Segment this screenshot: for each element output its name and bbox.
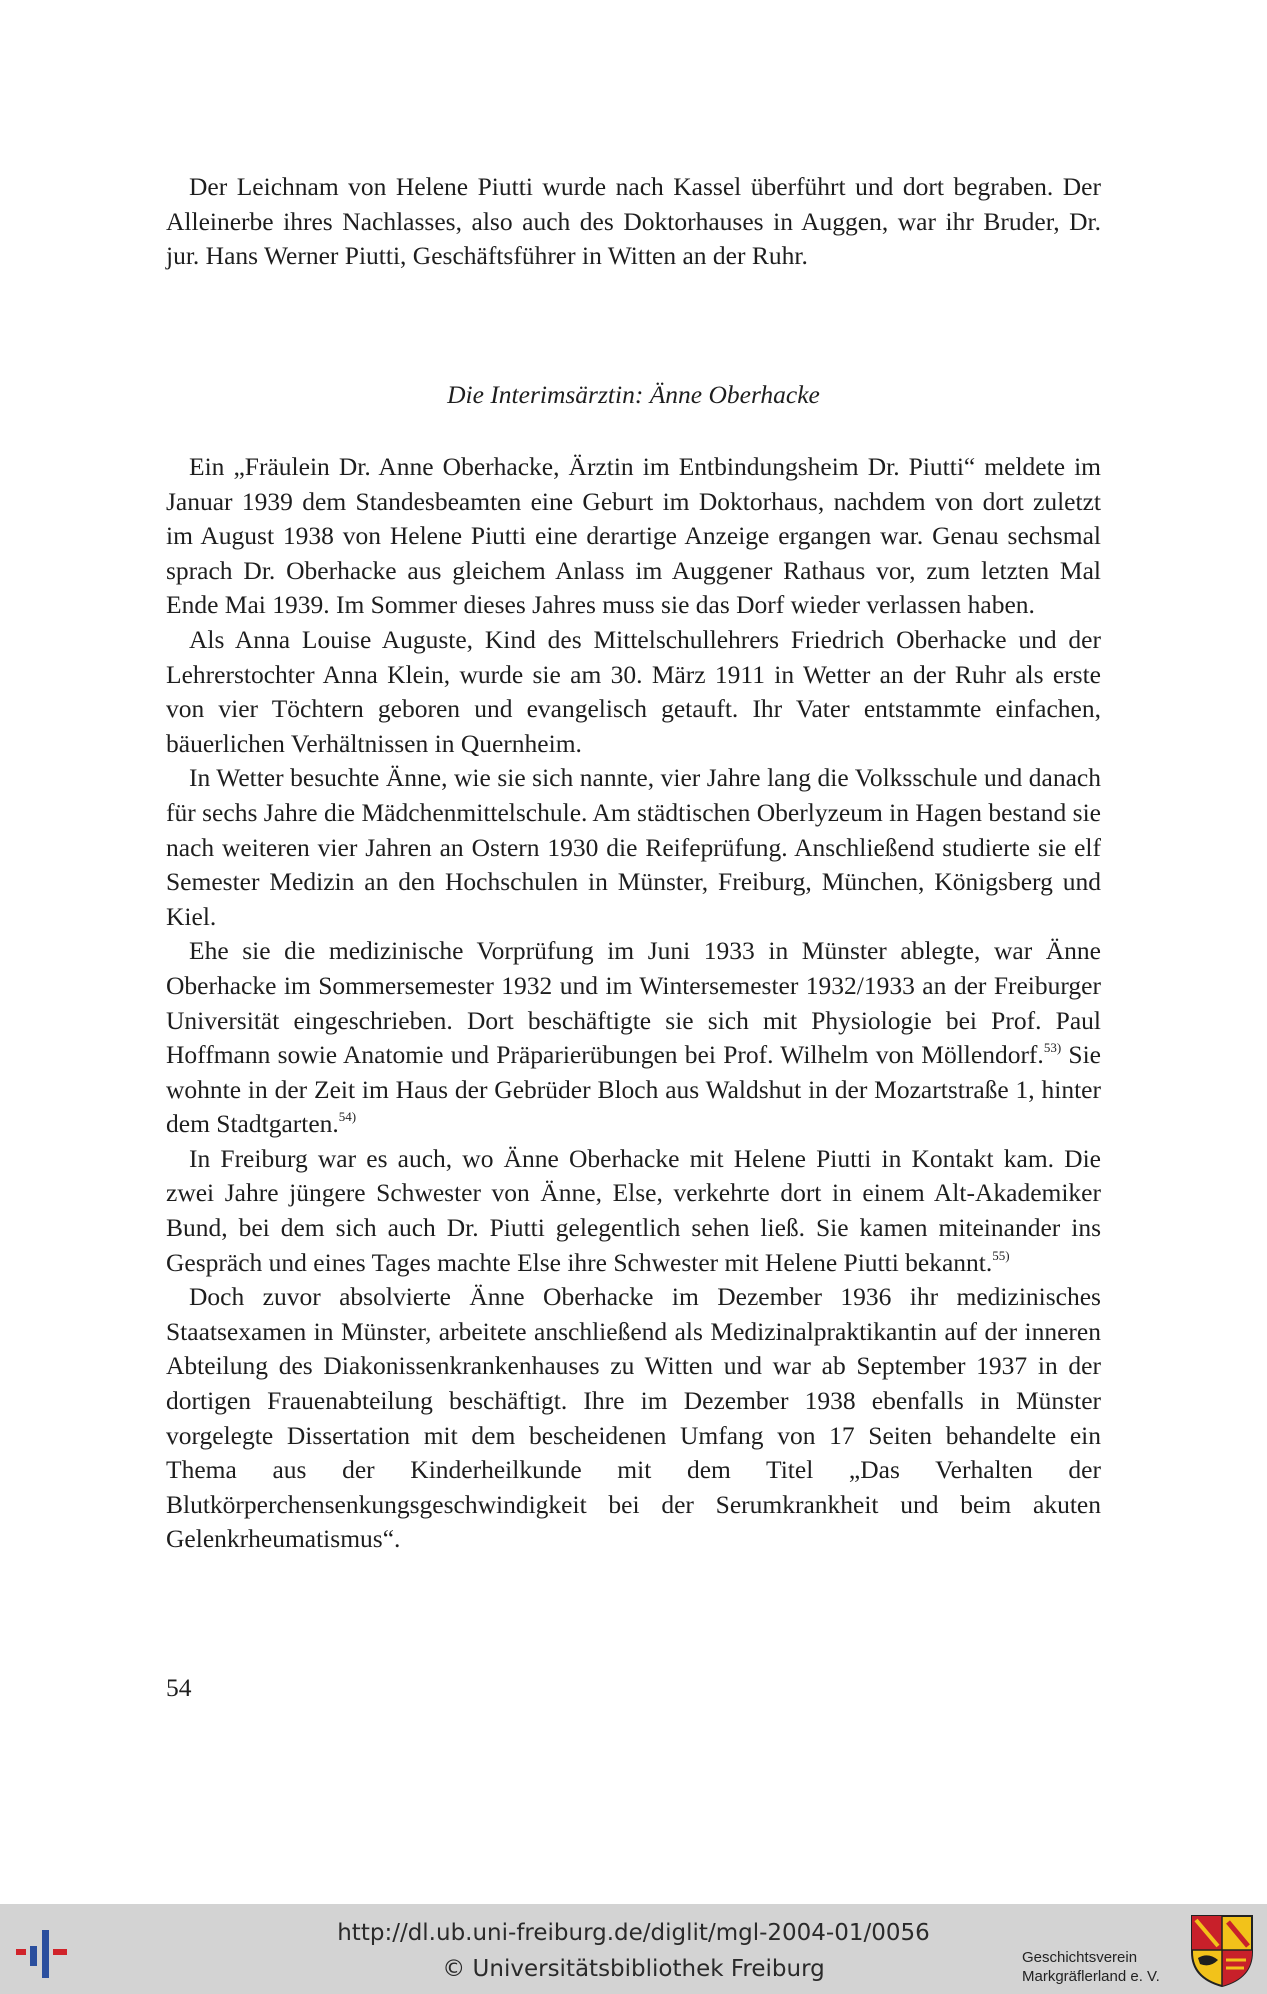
footnote-ref-53: 53) xyxy=(1043,1040,1062,1056)
footnote-ref-54: 54) xyxy=(338,1109,357,1125)
society-name xyxy=(1022,1948,1160,1986)
paragraph-2: Als Anna Louise Auguste, Kind des Mittelschullehrers Friedrich Oberhacke und der Lehrerstochter Anna Klein, wurde sie am 30. März 1911 in Wetter an der Ruhr als erste von vier Töchtern geboren und evangelisch getauft. Ihr Vater entstammte einfachen, bäuerlichen Verhältnissen in Quernheim. xyxy=(166,624,1101,758)
paragraph-3: In Wetter besuchte Änne, wie sie sich nannte, vier Jahre lang die Volksschule und danach für sechs Jahre die Mädchenmittelschule. Am städtischen Oberlyzeum in Hagen bestand sie nach weiteren vier Jahren an Ostern 1930 die Reifeprüfung. Anschließend studierte sie elf Semester Medizin an den Hochschulen in Münster, Freiburg, München, Königsberg und Kiel. xyxy=(166,763,1101,931)
society-name-line-1: Geschichtsverein xyxy=(1022,1949,1138,1966)
page-number: 54 xyxy=(166,1673,192,1702)
paragraph-4-part-b: Sie wohnte in der Zeit im Haus der Gebrüder Bloch aus Waldshut in der Mozartstraße 1, hinter dem Stadtgarten. xyxy=(166,1040,1102,1139)
footer-copyright: © Universitätsbibliothek Freiburg xyxy=(442,1956,825,1982)
intro-paragraph-block xyxy=(166,170,1101,274)
intro-paragraph: Der Leichnam von Helene Piutti wurde nach Kassel überführt und dort begraben. Der Alleinerbe ihres Nachlasses, also auch des Doktorhauses in Auggen, war ihr Bruder, Dr. jur. Hans Werner Piutti, Geschäftsführer in Witten an der Ruhr. xyxy=(166,172,1101,271)
footnote-ref-55: 55) xyxy=(992,1247,1010,1263)
body-text xyxy=(166,450,1101,1557)
society-name-line-2: Markgräflerland e. V. xyxy=(1022,1968,1160,1985)
paragraph-6: Doch zuvor absolvierte Änne Oberhacke im Dezember 1936 ihr medizinisches Staatsexamen in Münster, arbeitete anschließend als Medizinalpraktikantin auf der inneren Abteilung des Diakonissenkrankenhauses zu Witten und war ab September 1937 in der dortigen Frauenabteilung beschäftigt. Ihre im Dezember 1938 ebenfalls in Münster vorgelegte Dissertation mit dem bescheidenen Umfang von 17 Seiten behandelte ein Thema aus der Kinderheilkunde mit dem Titel „Das Verhalten der Blutkörperchensenkungsgeschwindigkeit bei der Serumkrankheit und beim akuten Gelenkrheumatismus“. xyxy=(166,1282,1101,1554)
paragraph-4-part-a: Ehe sie die medizinische Vorprüfung im Juni 1933 in Münster ablegte, war Änne Oberhacke im Sommersemester 1932 und im Wintersemester 1932/1933 an der Freiburger Universität eingeschrieben. Dort beschäftigte sie sich mit Physiologie bei Prof. Paul Hoffmann sowie Anatomie und Präparierübungen bei Prof. Wilhelm von Möllendorf. xyxy=(166,936,1101,1070)
paragraph-5-text: In Freiburg war es auch, wo Änne Oberhacke mit Helene Piutti in Kontakt kam. Die zwei Jahre jüngere Schwester von Änne, Else, verkehrte dort in einem Alt-Akademiker Bund, bei dem sich auch Dr. Piutti gelegentlich sehen ließ. Sie kamen miteinander ins Gespräch und eines Tages machte Else ihre Schwester mit Helene Piutti bekannt. xyxy=(166,1143,1101,1277)
paragraph-4 xyxy=(166,934,1101,1142)
coat-of-arms-icon[interactable] xyxy=(1188,1912,1256,1988)
section-heading: Die Interimsärztin: Änne Oberhacke xyxy=(447,380,820,409)
paragraph-5 xyxy=(166,1142,1101,1280)
footer-url-link[interactable]: http://dl.ub.uni-freiburg.de/diglit/mgl-2004-01/0056 xyxy=(337,1920,930,1946)
paragraph-1: Ein „Fräulein Dr. Anne Oberhacke, Ärztin im Entbindungsheim Dr. Piutti“ meldete im Januar 1939 dem Standesbeamten eine Geburt im Doktorhaus, nachdem von dort zuletzt im August 1938 von Helene Piutti eine derartige Anzeige ergangen war. Genau sechsmal sprach Dr. Oberhacke aus gleichem Anlass im Auggener Rathaus vor, zum letzten Mal Ende Mai 1939. Im Sommer dieses Jahres muss sie das Dorf wieder verlassen haben. xyxy=(166,452,1101,620)
viewer-footer xyxy=(0,1904,1267,1994)
